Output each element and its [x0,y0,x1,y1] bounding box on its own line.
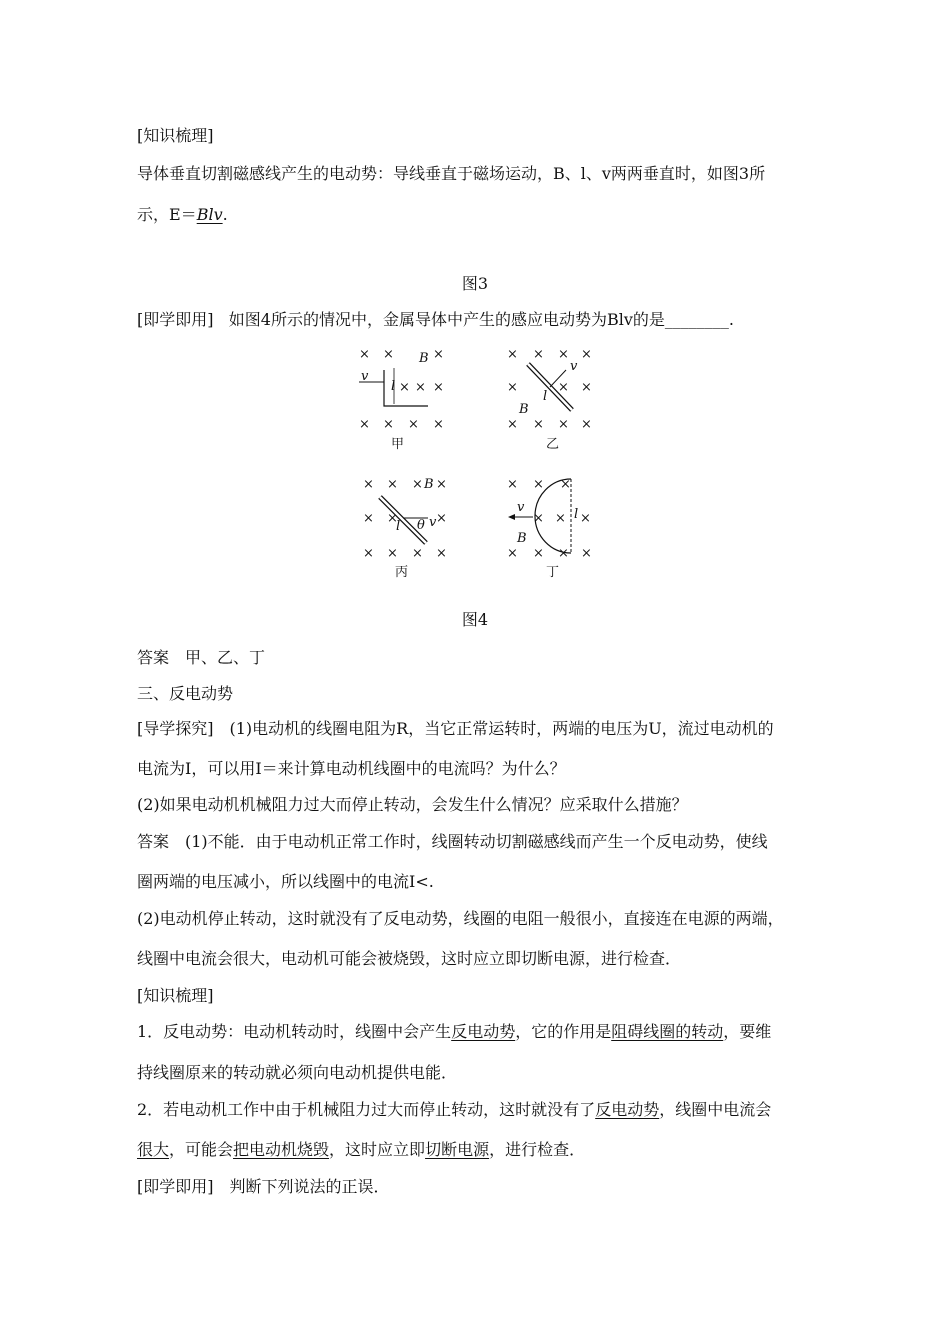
paragraph [137,1099,771,1121]
svg-text:×: × [383,417,394,432]
svg-text:B: B [419,351,429,366]
answer-blank: 把电动机烧毁 [233,1140,330,1159]
svg-text:×: × [558,380,569,395]
answer-blank: 反电动势 [595,1100,660,1119]
svg-text:l: l [543,389,548,404]
svg-text:×: × [560,477,571,492]
caption-bing: 丙 [395,565,409,580]
figure-caption: 图4 [461,610,489,629]
text: ，线圈中电流会 [659,1100,772,1119]
text: 1．反电动势：电动机转动时，线圈中会产生 [137,1022,452,1041]
svg-text:×: × [533,511,544,526]
svg-text:v: v [517,500,525,515]
paragraph: (2)电动机停止转动，这时就没有了反电动势，线圈的电阻一般很小，直接连在电源的两端， [137,909,784,928]
text: 示，E＝ [137,205,197,224]
diagram-bing [363,477,447,580]
svg-text:×: × [533,417,544,432]
svg-text:×: × [436,511,447,526]
svg-text:v: v [361,369,369,384]
svg-text:B: B [519,402,529,417]
text: ，它的作用是 [515,1022,612,1041]
diagram-ding [507,477,592,580]
svg-text:l: l [396,519,401,534]
svg-text:×: × [363,477,374,492]
text: . [222,205,228,224]
paragraph: 答案 (1)不能．由于电动机正常工作时，线圈转动切割磁感线而产生一个反电动势，使线 [137,832,768,851]
svg-text:×: × [359,417,370,432]
svg-text:×: × [408,417,419,432]
paragraph: 线圈中电流会很大，电动机可能会被烧毁，这时应立即切断电源，进行检查． [137,949,682,968]
svg-text:B: B [424,477,434,492]
paragraph: 持线圈原来的转动就必须向电动机提供电能． [137,1063,458,1082]
question [137,309,734,331]
paragraph [137,204,228,226]
svg-text:×: × [581,417,592,432]
paragraph: 电流为I，可以用I＝来计算电动机线圈中的电流吗？为什么？ [137,759,566,778]
svg-text:×: × [507,380,518,395]
svg-text:×: × [507,417,518,432]
text: ，要维 [723,1022,772,1041]
svg-text:v: v [429,515,437,530]
heading-knowledge: [知识梳理] [137,126,214,145]
heading-knowledge: [知识梳理] [137,986,214,1005]
svg-text:×: × [433,380,444,395]
figure-caption: 图3 [461,274,489,293]
answer-blank: 阻碍线圈的转动 [611,1022,724,1041]
svg-text:×: × [507,477,518,492]
svg-text:×: × [363,511,374,526]
svg-text:×: × [433,417,444,432]
text: ，这时应立即 [329,1140,426,1159]
question: [即学即用] 判断下列说法的正误． [137,1177,390,1196]
svg-text:×: × [436,546,447,561]
svg-text:×: × [555,511,566,526]
svg-text:×: × [507,347,518,362]
diagram-jia [359,347,444,452]
svg-text:×: × [399,380,410,395]
svg-text:×: × [433,347,444,362]
section-title: 三、反电动势 [137,684,234,703]
caption-ding: 丁 [546,565,560,580]
question-heading: [即学即用] [137,310,214,329]
svg-text:×: × [436,477,447,492]
svg-text:×: × [359,347,370,362]
answer: 答案 甲、乙、丁 [137,648,266,667]
svg-text:×: × [507,546,518,561]
caption-jia: 甲 [391,437,405,452]
svg-text:×: × [558,347,569,362]
svg-text:×: × [558,546,569,561]
svg-text:θ: θ [417,518,425,533]
svg-text:×: × [558,417,569,432]
svg-text:×: × [581,380,592,395]
svg-text:×: × [363,546,374,561]
paragraph: (2)如果电动机机械阻力过大而停止转动，会发生什么情况？应采取什么措施？ [137,795,688,814]
paragraph: 导体垂直切割磁感线产生的电动势：导线垂直于磁场运动，B、l、v两两垂直时，如图3所 [137,164,766,183]
svg-text:×: × [580,511,591,526]
caption-yi: 乙 [546,437,560,452]
svg-text:×: × [581,546,592,561]
diagram-yi [507,347,592,452]
svg-text:×: × [387,477,398,492]
svg-text:×: × [412,546,423,561]
svg-text:l: l [391,379,396,394]
answer-blank: 切断电源 [425,1140,490,1159]
paragraph: 圈两端的电压减小，所以线圈中的电流I<. [137,872,434,891]
svg-text:×: × [383,347,394,362]
answer-blank: 反电动势 [451,1022,516,1041]
text: ，可能会 [169,1140,234,1159]
svg-text:B: B [517,531,527,546]
answer-blank: 很大 [137,1140,170,1159]
svg-text:l: l [574,507,579,522]
answer-blank: Blv [196,205,223,224]
question-text: 如图4所示的情况中，金属导体中产生的感应电动势为Blv的是________. [228,310,734,329]
text: ，进行检查． [489,1140,586,1159]
svg-text:×: × [533,477,544,492]
svg-text:×: × [533,347,544,362]
svg-text:v: v [570,359,578,374]
paragraph [137,1139,585,1161]
figure-4 [340,340,620,590]
text: 2．若电动机工作中由于机械阻力过大而停止转动，这时就没有了 [137,1100,596,1119]
svg-text:×: × [387,511,398,526]
svg-text:×: × [415,380,426,395]
paragraph [137,1021,771,1043]
svg-text:×: × [387,546,398,561]
svg-text:×: × [533,546,544,561]
paragraph: [导学探究] (1)电动机的线圈电阻为R，当它正常运转时，两端的电压为U，流过电动机的 [137,719,774,738]
svg-text:×: × [412,477,423,492]
svg-text:×: × [581,347,592,362]
